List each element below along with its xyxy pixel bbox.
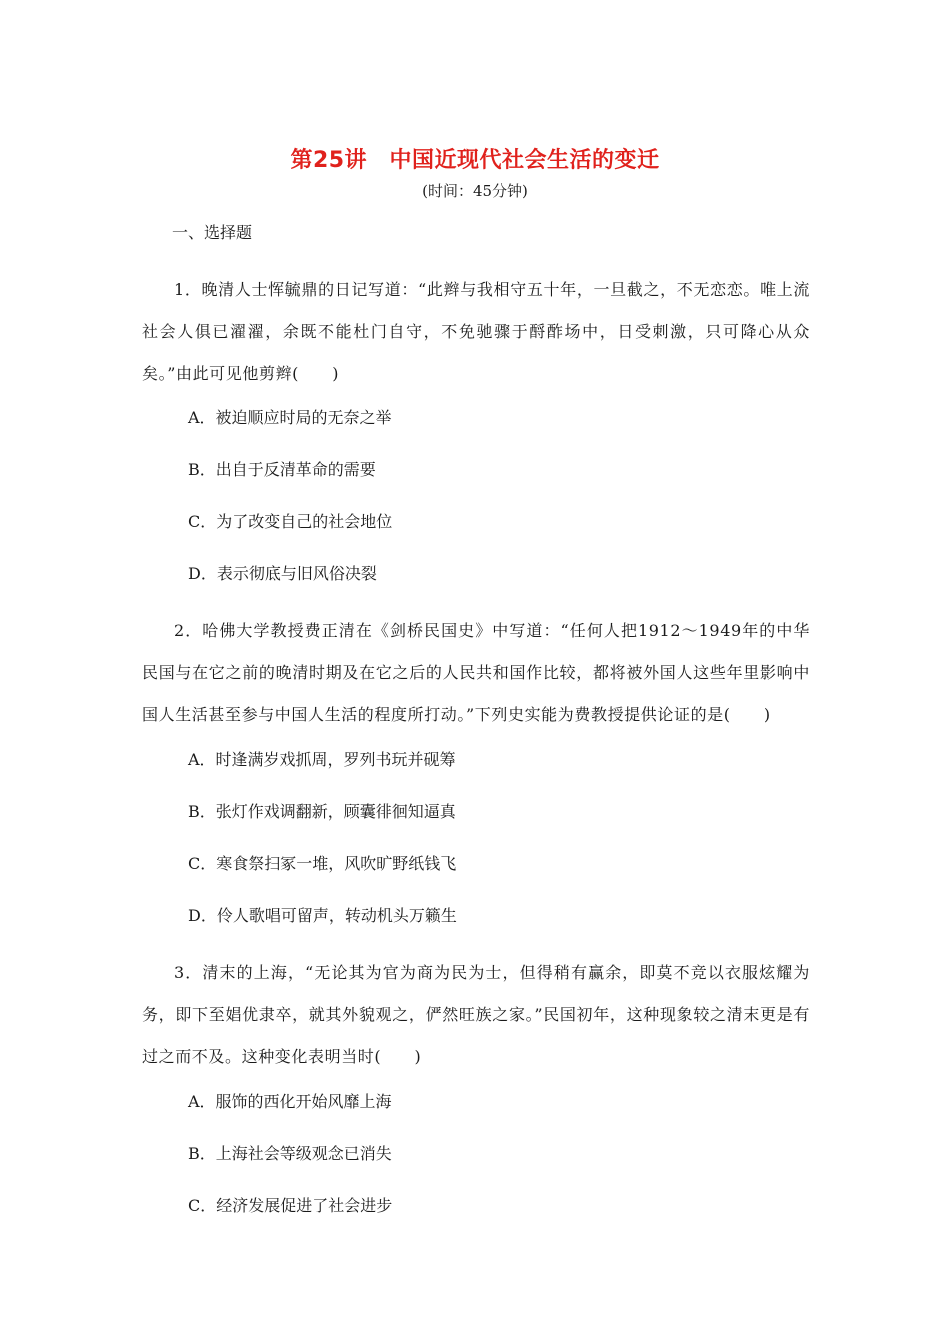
question-2-option-a: A．时逢满岁戏抓周，罗列书玩并砚筹 [188, 750, 456, 769]
question-1-stem: 1．晚清人士恽毓鼎的日记写道：“此辫与我相守五十年，一旦截之，不无恋恋。唯上流社会人俱已濯濯，余既不能杜门自守，不免驰骤于酹酢场中，日受刺激，只可降心从众矣。”由此可见他剪辫( ) [142, 280, 810, 383]
question-2-option-b: B．张灯作戏调翻新，顾囊徘徊知逼真 [188, 802, 456, 821]
question-3-stem: 3．清末的上海，“无论其为官为商为民为士，但得稍有赢余，即莫不竞以衣服炫耀为务，即下至娼优隶卒，就其外貌观之，俨然旺族之家。”民国初年，这种现象较之清末更是有过之而不及。这种变化表明当时( ) [142, 963, 810, 1066]
question-1-option-c: C．为了改变自己的社会地位 [188, 512, 393, 531]
question-1-option-b: B．出自于反清革命的需要 [188, 460, 376, 479]
question-2-option-c: C．寒食祭扫冢一堆，风吹旷野纸钱飞 [188, 854, 457, 873]
page-title: 第25讲 中国近现代社会生活的变迁 [290, 148, 660, 173]
question-2-option-d: D．伶人歌唱可留声，转动机头万籁生 [188, 906, 457, 925]
page-subtitle: (时间：45分钟) [422, 182, 528, 200]
question-2-stem: 2．哈佛大学教授费正清在《剑桥民国史》中写道：“任何人把1912～1949年的中华民国与在它之前的晚清时期及在它之后的人民共和国作比较，都将被外国人这些年里影响中国人生活甚至参与中国人生活的程度所打动。”下列史实能为费教授提供论证的是( ) [142, 621, 810, 724]
section-heading: 一、选择题 [172, 223, 253, 242]
question-3-option-c: C．经济发展促进了社会进步 [188, 1196, 393, 1215]
question-1-option-d: D．表示彻底与旧风俗决裂 [188, 564, 377, 583]
question-1-option-a: A．被迫顺应时局的无奈之举 [188, 408, 392, 427]
question-3-option-a: A．服饰的西化开始风靡上海 [188, 1092, 392, 1111]
question-3-option-b: B．上海社会等级观念已消失 [188, 1144, 392, 1163]
